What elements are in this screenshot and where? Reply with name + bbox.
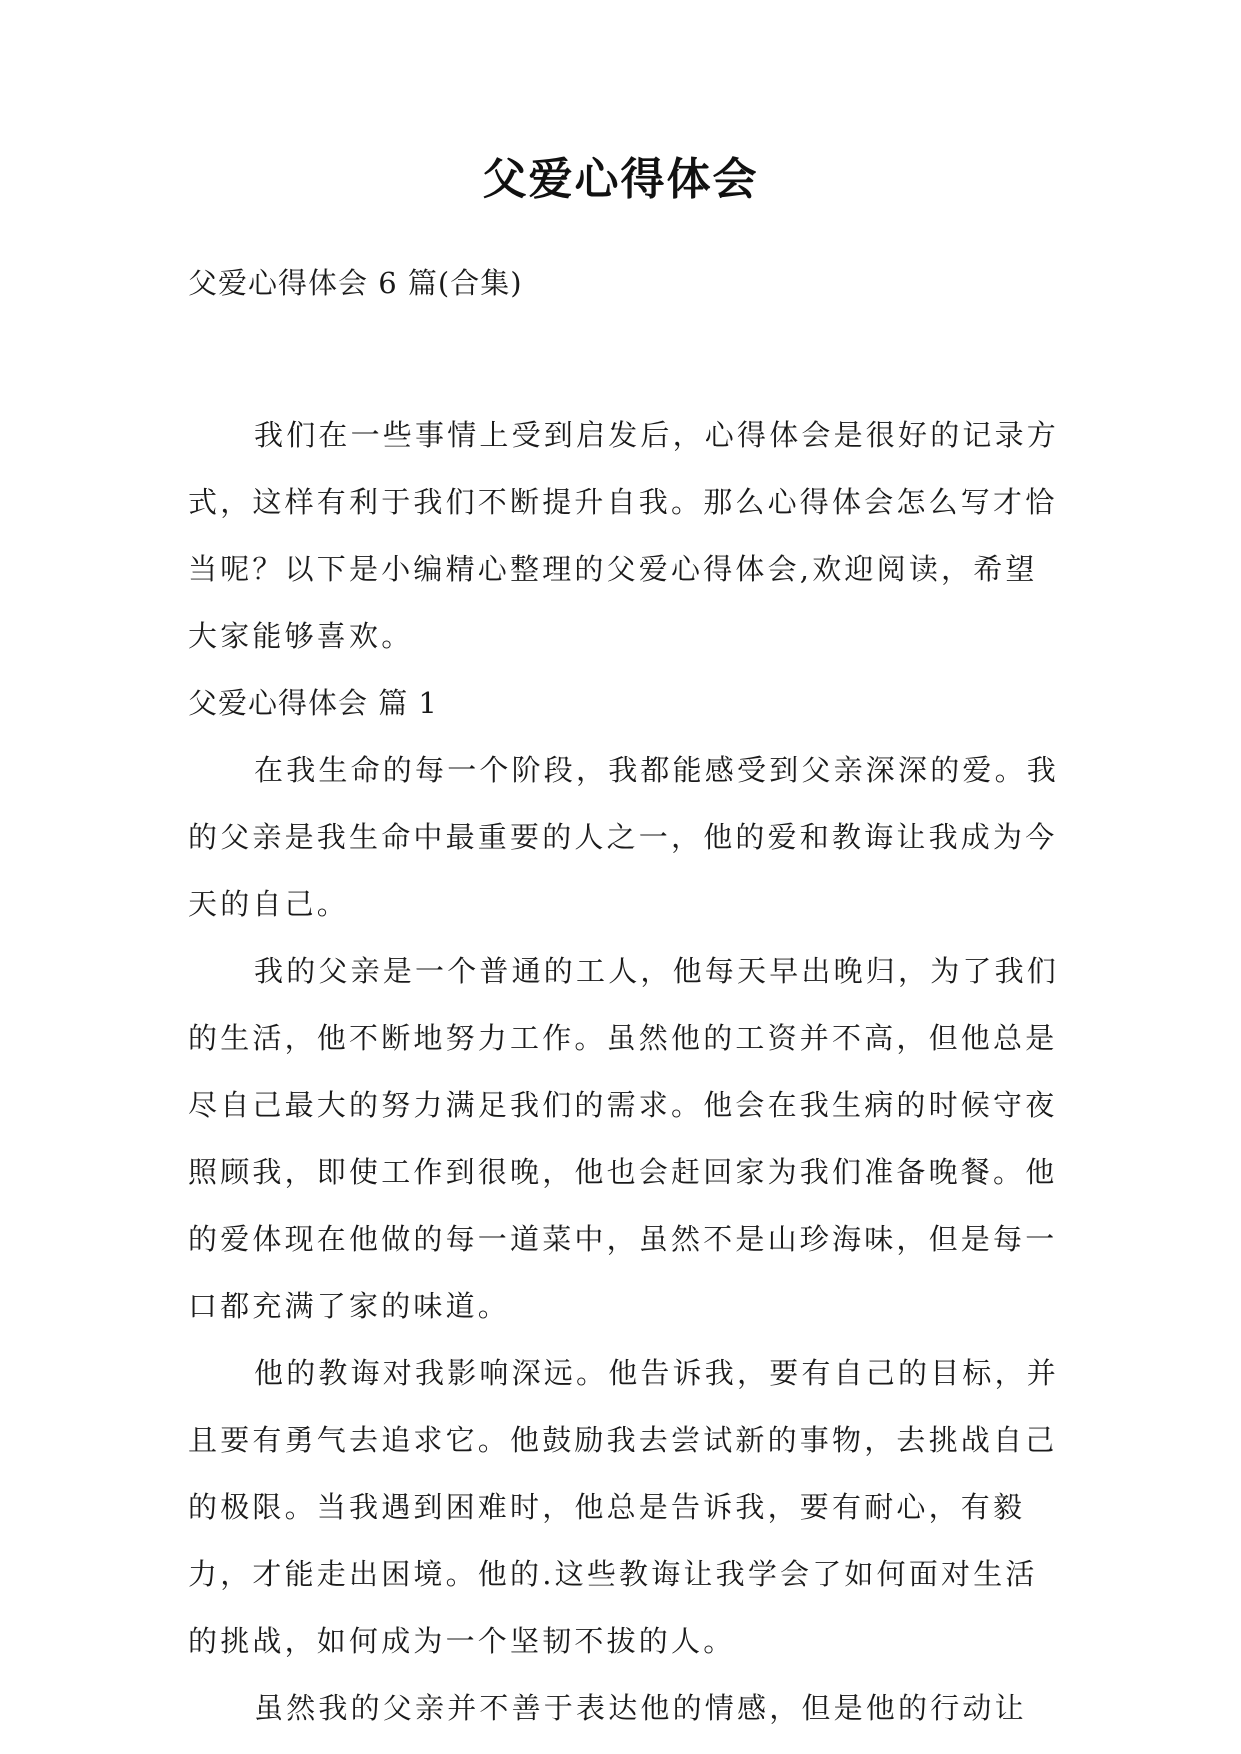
body-paragraph: 我的父亲是一个普通的工人，他每天早出晚归，为了我们的生活，他不断地努力工作。虽然他的工资并不高，但他总是尽自己最大的努力满足我们的需求。他会在我生病的时候守夜照顾我，即使工作到很晚，他也会赶回家为我们准备晚餐。他的爱体现在他做的每一道菜中，虽然不是山珍海味，但是每一口都充满了家的味道。 <box>188 954 1060 1323</box>
intro-paragraph: 我们在一些事情上受到启发后，心得体会是很好的记录方式，这样有利于我们不断提升自我。那么心得体会怎么写才恰当呢？以下是小编精心整理的父爱心得体会,欢迎阅读，希望大家能够喜欢。 <box>188 418 1060 653</box>
body-paragraph: 在我生命的每一个阶段，我都能感受到父亲深深的爱。我的父亲是我生命中最重要的人之一，他的爱和教诲让我成为今天的自己。 <box>188 753 1060 921</box>
body-paragraph: 他的教诲对我影响深远。他告诉我，要有自己的目标，并且要有勇气去追求它。他鼓励我去尝试新的事物，去挑战自己的极限。当我遇到困难时，他总是告诉我，要有耐心，有毅力，才能走出困境。他的.这些教诲让我学会了如何面对生活的挑战，如何成为一个坚韧不拔的人。 <box>188 1356 1060 1658</box>
document-title: 父爱心得体会 <box>482 154 759 205</box>
body-paragraph: 虽然我的父亲并不善于表达他的情感，但是他的行动让 <box>254 1691 1027 1725</box>
section-heading: 父爱心得体会 篇 1 <box>188 686 438 720</box>
document-subtitle: 父爱心得体会 6 篇(合集) <box>188 266 523 300</box>
document-body <box>188 402 1068 1742</box>
